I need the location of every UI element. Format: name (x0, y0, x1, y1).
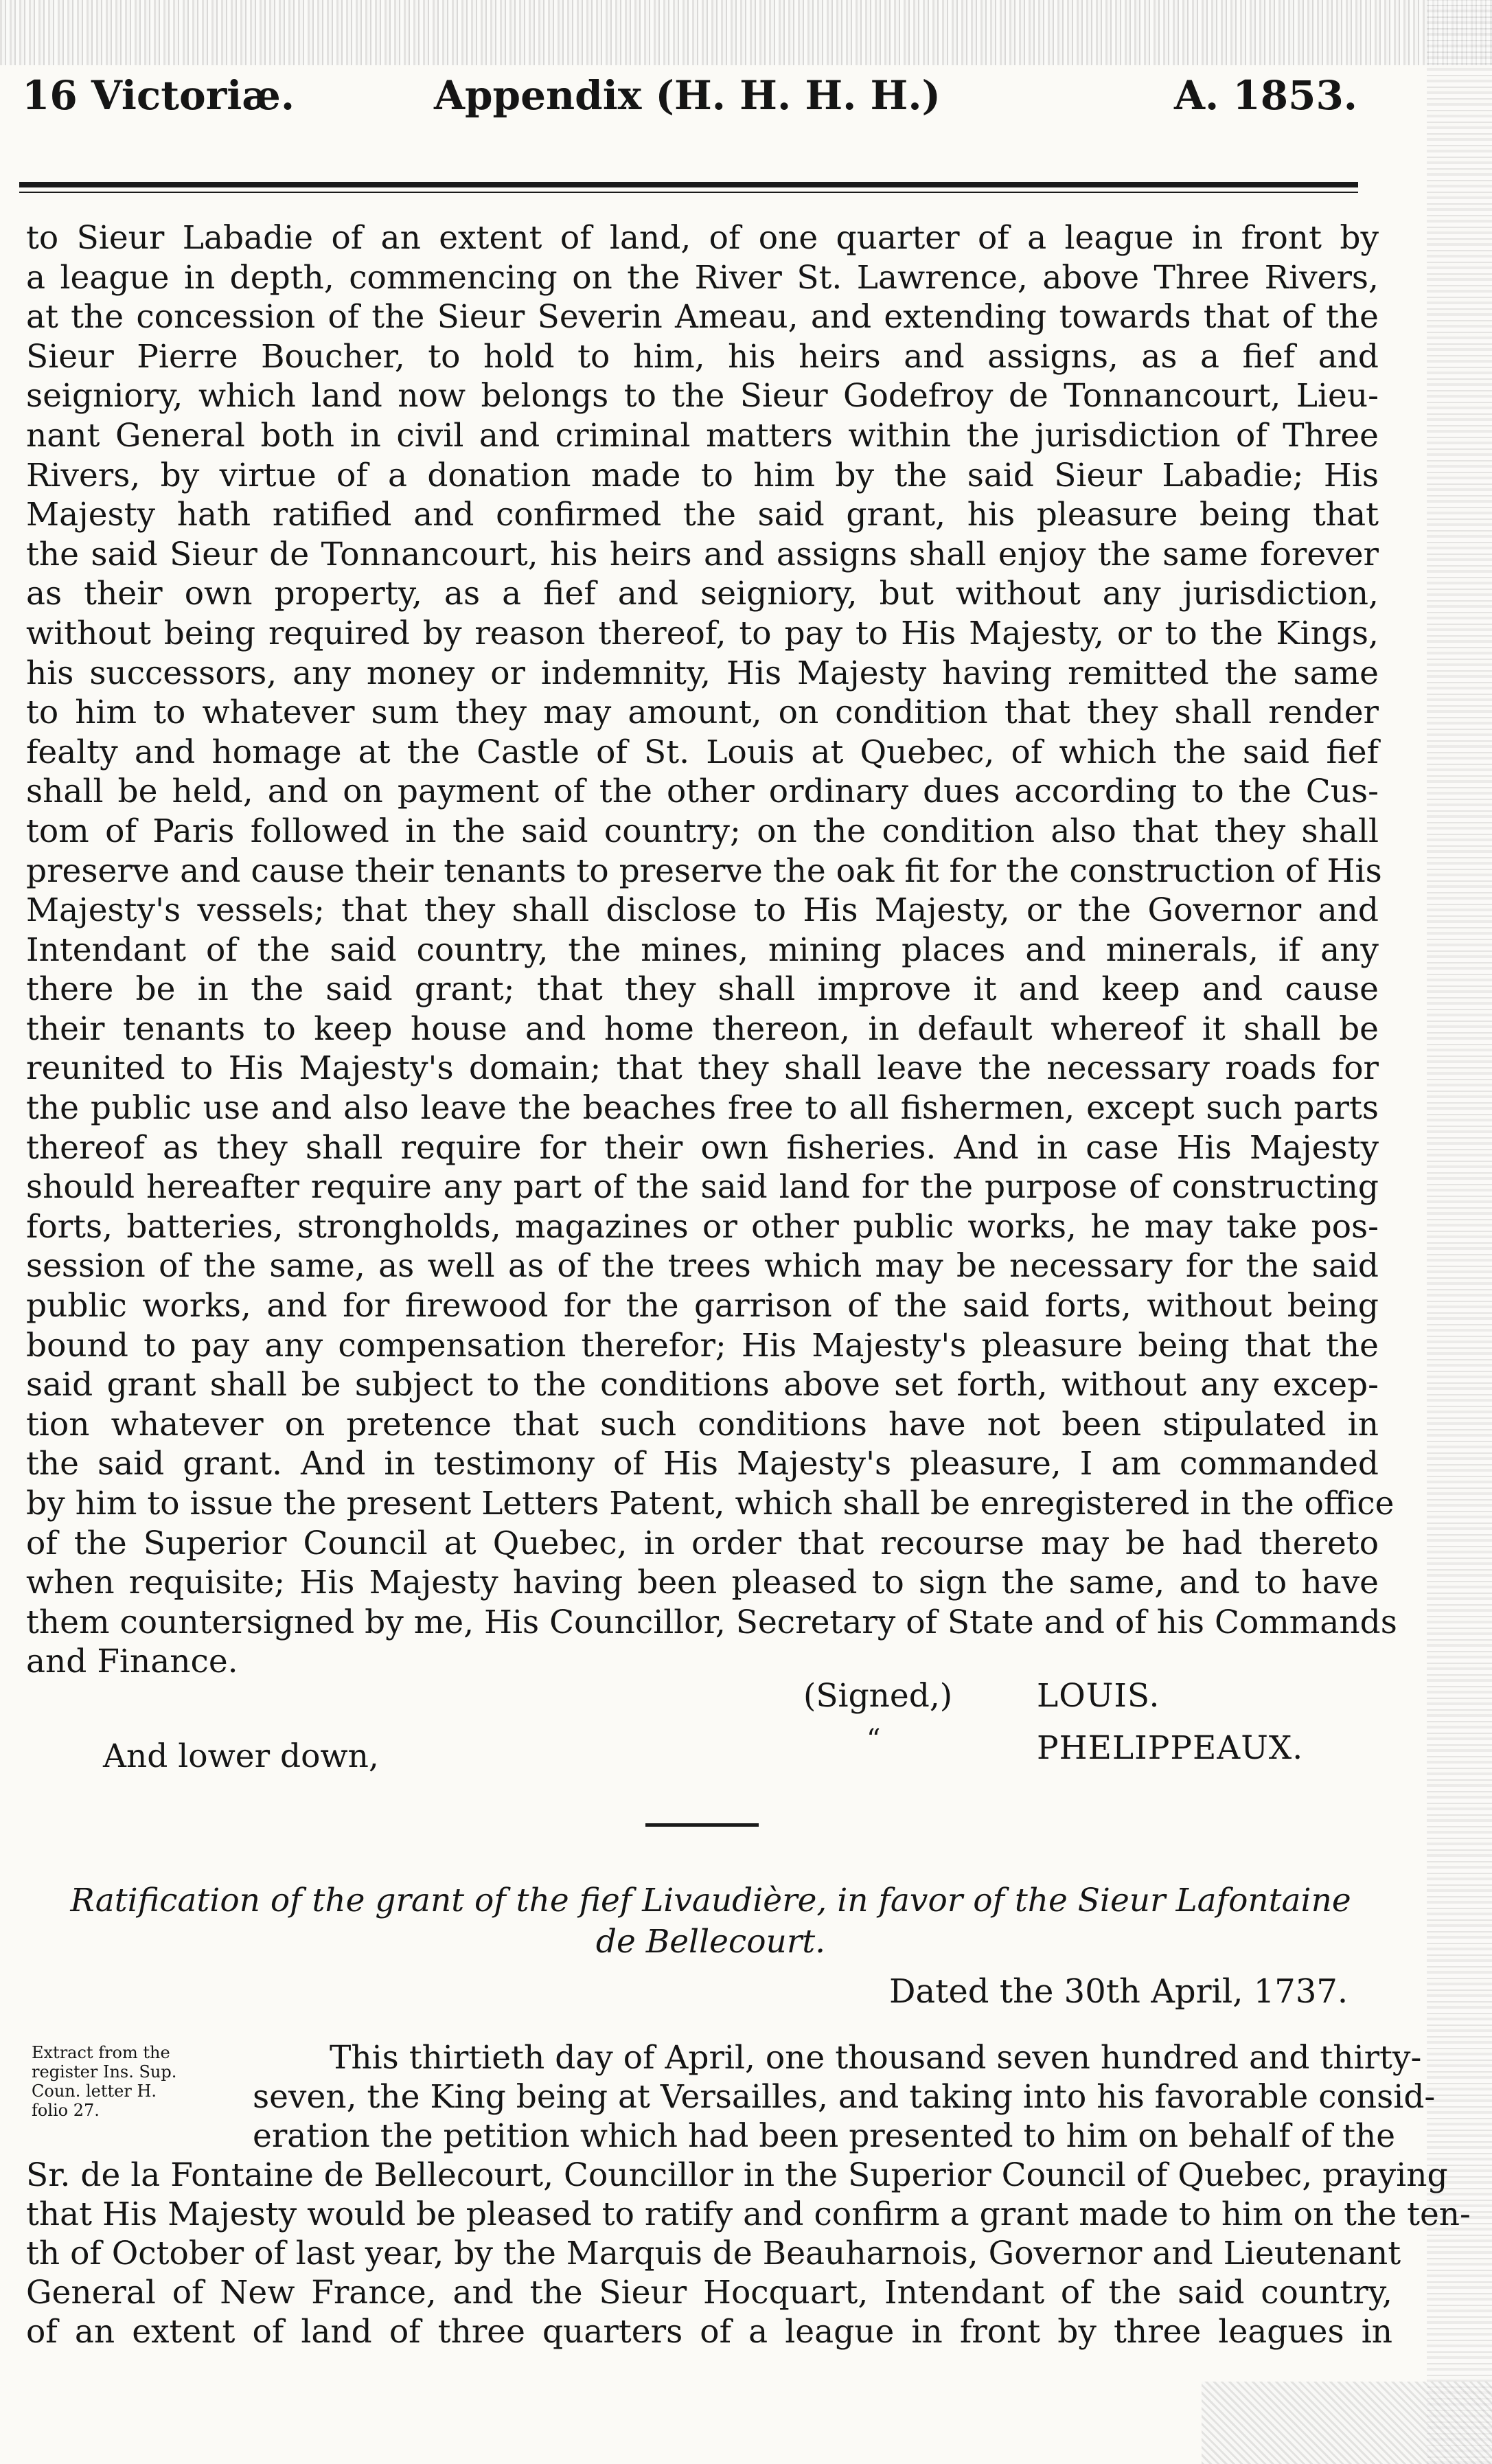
body-line: by him to issue the present Letters Patent, which shall be enregistered in the office (26, 1485, 1395, 1522)
body-line: and Finance. (26, 1643, 238, 1681)
scan-noise-top (0, 0, 1492, 65)
heading-line: de Bellecourt. (595, 1923, 826, 1961)
body-line: preserve and cause their tenants to preserve the oak fit for the construction of His (26, 852, 1382, 890)
ditto-mark: “ (866, 1724, 881, 1755)
scan-noise-right (1427, 0, 1492, 2464)
signatory-louis: LOUIS. (1037, 1677, 1160, 1715)
header-rule (19, 182, 1358, 187)
para-line: of an extent of land of three quarters of a league in front by three leagues in (26, 2313, 1392, 2351)
body-line: at the concession of the Sieur Severin Ameau, and extending towards that of the (26, 298, 1379, 336)
body-line: them countersigned by me, His Councillor, Secretary of State and of his Commands (26, 1603, 1397, 1641)
heading-line: Ratification of the grant of the fief Livaudière, in favor of the Sieur Lafontaine (70, 1882, 1351, 1919)
body-line: bound to pay any compensation therefor; His Majesty's pleasure being that the (26, 1326, 1379, 1365)
body-line: the said Sieur de Tonnancourt, his heirs and assigns shall enjoy the same forever (26, 535, 1379, 573)
header-rule-thin (19, 192, 1358, 193)
body-line: when requisite; His Majesty having been pleased to sign the same, and to have (26, 1564, 1379, 1602)
margin-note-line: Coun. letter H. (32, 2081, 157, 2101)
body-line: to him to whatever sum they may amount, on condition that they shall render (26, 694, 1379, 732)
body-line: said grant shall be subject to the conditions above set forth, without any excep- (26, 1366, 1379, 1404)
header-year: A. 1853. (1174, 72, 1358, 119)
para-line: th of October of last year, by the Marquis de Beauharnois, Governor and Lieutenant (26, 2235, 1401, 2272)
body-line: the said grant. And in testimony of His Majesty's pleasure, I am commanded (26, 1445, 1379, 1483)
scan-noise-bottom (1202, 2382, 1492, 2464)
margin-note-line: Extract from the (32, 2043, 170, 2062)
body-line: Sieur Pierre Boucher, to hold to him, his heirs and assigns, as a fief and (26, 337, 1379, 376)
body-line: forts, batteries, strongholds, magazines or other public works, he may take pos- (26, 1207, 1379, 1246)
body-line: should hereafter require any part of the said land for the purpose of constructing (26, 1168, 1379, 1207)
body-line: to Sieur Labadie of an extent of land, of one quarter of a league in front by (26, 219, 1379, 257)
para-line: General of New France, and the Sieur Hocquart, Intendant of the said country, (26, 2274, 1392, 2312)
body-line: without being required by reason thereof, to pay to His Majesty, or to the Kings, (26, 614, 1379, 652)
body-line: public works, and for firewood for the garrison of the said forts, without being (26, 1287, 1379, 1325)
body-line: Majesty's vessels; that they shall disclose to His Majesty, or the Governor and (26, 891, 1379, 930)
body-line: tion whatever on pretence that such conditions have not been stipulated in (26, 1405, 1379, 1444)
body-paragraph (26, 218, 1397, 1682)
margin-note-line: folio 27. (32, 2101, 100, 2120)
body-line: Rivers, by virtue of a donation made to him by the said Sieur Labadie; His (26, 456, 1379, 494)
body-line: his successors, any money or indemnity, His Majesty having remitted the same (26, 654, 1379, 692)
body-line: seigniory, which land now belongs to the Sieur Godefroy de Tonnancourt, Lieu- (26, 377, 1379, 415)
ratification-paragraph (26, 2038, 1471, 2351)
body-line: Majesty hath ratified and confirmed the said grant, his pleasure being that (26, 496, 1379, 534)
body-line: as their own property, as a fief and seigniory, but without any jurisdiction, (26, 575, 1379, 613)
lower-down-label: And lower down, (103, 1737, 379, 1775)
date-line: Dated the 30th April, 1737. (889, 1972, 1348, 2011)
para-line: This thirtieth day of April, one thousand seven hundred and thirty- (330, 2039, 1422, 2077)
header-appendix: Appendix (H. H. H. H.) (434, 72, 941, 119)
para-line: that His Majesty would be pleased to ratify and confirm a grant made to him on the ten- (26, 2195, 1471, 2233)
para-line: Sr. de la Fontaine de Bellecourt, Councillor in the Superior Council of Quebec, praying (26, 2156, 1448, 2194)
para-line: eration the petition which had been presented to him on behalf of the (253, 2117, 1396, 2155)
body-line: Intendant of the said country, the mines, mining places and minerals, if any (26, 931, 1379, 969)
para-line: seven, the King being at Versailles, and taking into his favorable consid- (253, 2078, 1436, 2116)
section-divider (645, 1823, 759, 1827)
signed-label: (Signed,) (803, 1677, 953, 1715)
body-line: session of the same, as well as of the trees which may be necessary for the said (26, 1247, 1379, 1286)
body-line: the public use and also leave the beaches free to all fishermen, except such parts (26, 1089, 1379, 1128)
body-line: thereof as they shall require for their own fisheries. And in case His Majesty (26, 1128, 1379, 1167)
signatory-phelippeaux: PHELIPPEAUX. (1037, 1729, 1304, 1767)
body-line: tom of Paris followed in the said country; on the condition also that they shall (26, 812, 1379, 850)
section-heading (27, 1880, 1394, 1963)
body-line: there be in the said grant; that they shall improve it and keep and cause (26, 970, 1379, 1009)
body-line: their tenants to keep house and home thereon, in default whereof it shall be (26, 1009, 1379, 1048)
body-line: of the Superior Council at Quebec, in order that recourse may be had thereto (26, 1524, 1379, 1562)
body-line: shall be held, and on payment of the other ordinary dues according to the Cus- (26, 773, 1379, 811)
body-line: a league in depth, commencing on the River St. Lawrence, above Three Rivers, (26, 258, 1379, 297)
body-line: nant General both in civil and criminal matters within the jurisdiction of Three (26, 416, 1379, 455)
header-session: 16 Victoriæ. (22, 72, 295, 119)
body-line: reunited to His Majesty's domain; that they shall leave the necessary roads for (26, 1049, 1379, 1088)
body-line: fealty and homage at the Castle of St. Louis at Quebec, of which the said fief (26, 733, 1379, 771)
margin-note-line: register Ins. Sup. (32, 2062, 177, 2081)
